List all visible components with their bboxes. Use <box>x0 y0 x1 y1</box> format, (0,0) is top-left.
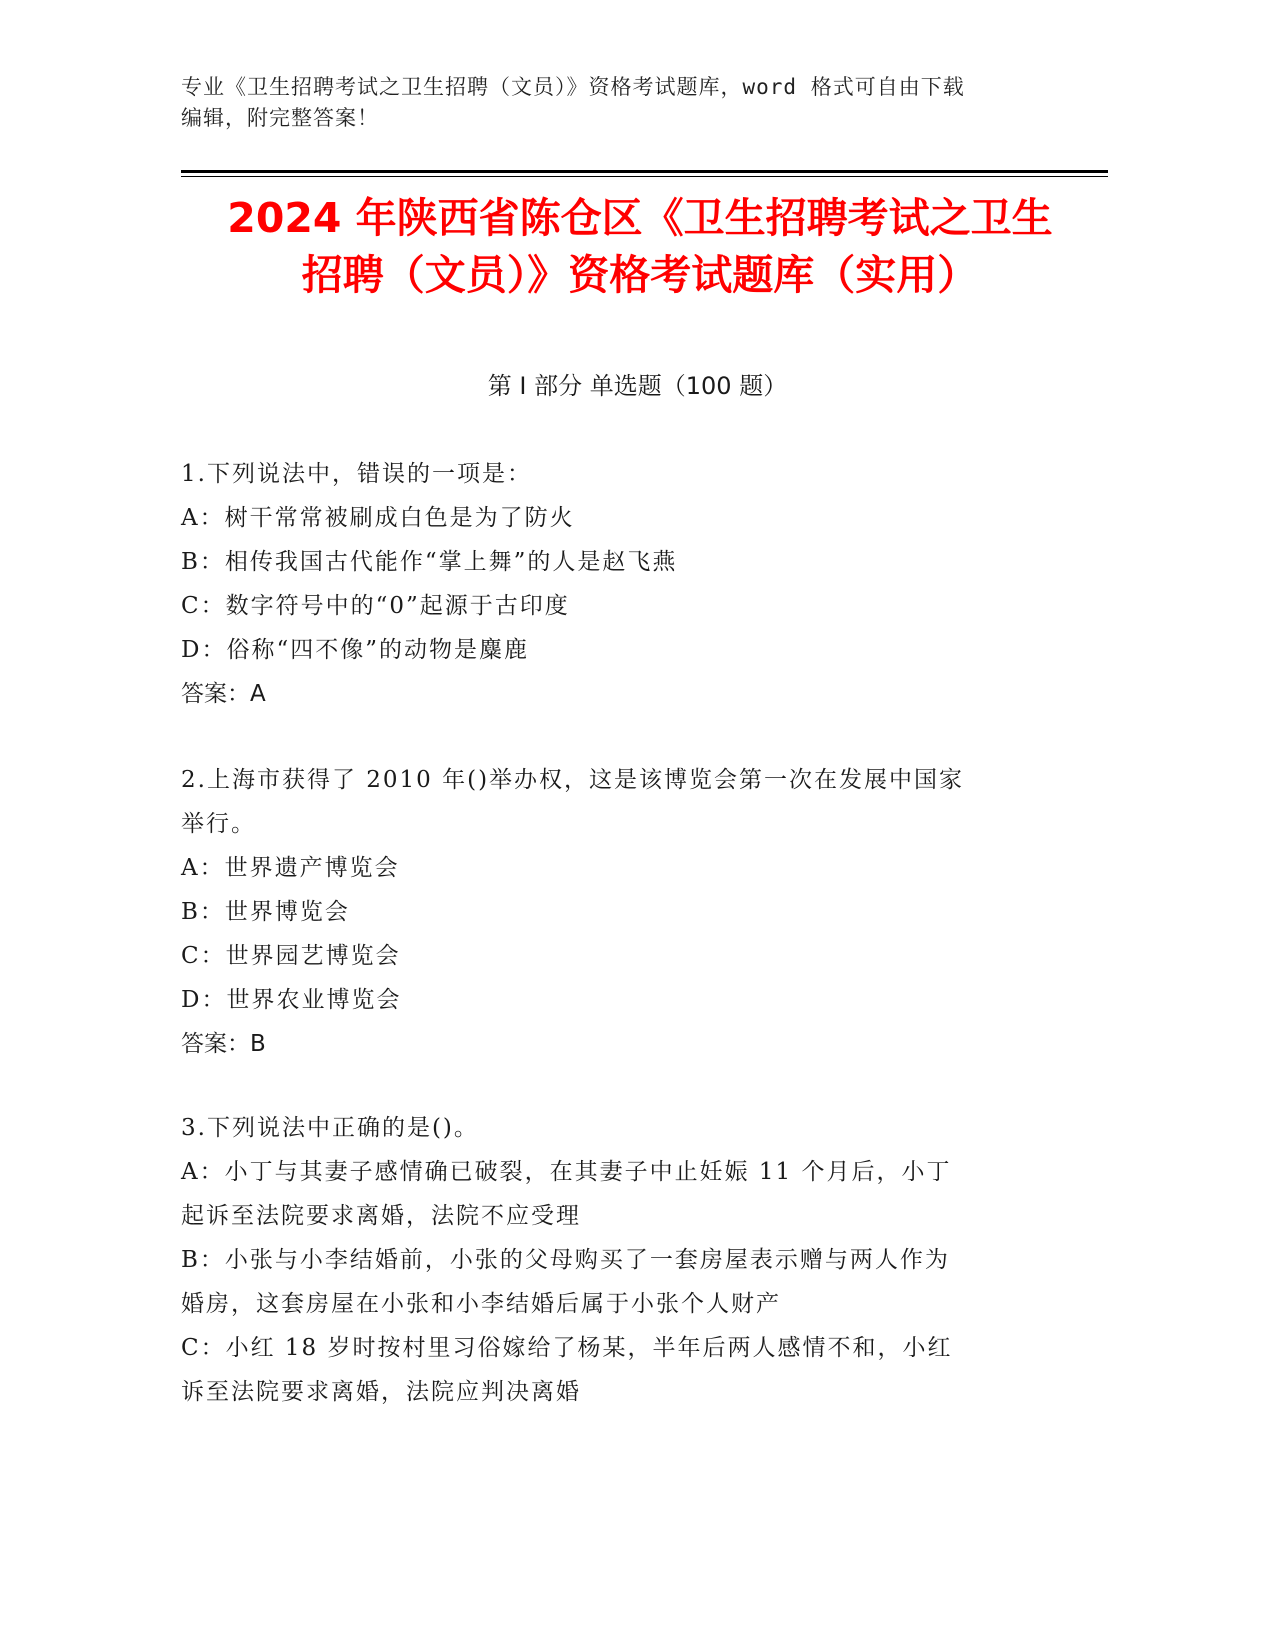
question-1 <box>181 452 1041 716</box>
option-a-line-1: A：小丁与其妻子感情确已破裂，在其妻子中止妊娠 11 个月后，小丁 <box>181 1159 952 1185</box>
document-title <box>150 190 1130 304</box>
option-b-line-2: 婚房，这套房屋在小张和小李结婚后属于小张个人财产 <box>181 1291 781 1317</box>
header-divider-thick <box>181 170 1108 173</box>
option-d: D：世界农业博览会 <box>181 987 402 1013</box>
question-2 <box>181 758 1041 1066</box>
question-stem-line-1: 2.上海市获得了 2010 年()举办权，这是该博览会第一次在发展中国家 <box>181 767 965 793</box>
option-a: A：世界遗产博览会 <box>181 855 400 881</box>
option-b: B：相传我国古代能作“掌上舞”的人是赵飞燕 <box>181 549 678 575</box>
document-header-note <box>181 72 1081 134</box>
header-note-line-2: 编辑，附完整答案！ <box>181 106 379 130</box>
option-b: B：世界博览会 <box>181 899 350 925</box>
header-note-line-1: 专业《卫生招聘考试之卫生招聘（文员）》资格考试题库，word 格式可自由下载 <box>181 75 965 99</box>
question-stem-line-2: 举行。 <box>181 811 256 837</box>
header-divider-thin <box>181 176 1108 177</box>
answer: 答案：B <box>181 1031 266 1057</box>
option-c-line-1: C：小红 18 岁时按村里习俗嫁给了杨某，半年后两人感情不和，小红 <box>181 1335 953 1361</box>
option-d: D：俗称“四不像”的动物是麋鹿 <box>181 637 529 663</box>
question-stem: 3.下列说法中正确的是()。 <box>181 1115 479 1141</box>
question-3 <box>181 1106 1041 1414</box>
option-c-line-2: 诉至法院要求离婚，法院应判决离婚 <box>181 1379 581 1405</box>
option-c: C：世界园艺博览会 <box>181 943 401 969</box>
option-a-line-2: 起诉至法院要求离婚，法院不应受理 <box>181 1203 581 1229</box>
question-stem: 1.下列说法中，错误的一项是： <box>181 461 532 487</box>
answer: 答案：A <box>181 681 266 707</box>
title-line-2: 招聘（文员）》资格考试题库（实用） <box>301 251 979 299</box>
section-title: 第 I 部分 单选题（100 题） <box>487 372 788 400</box>
option-c: C：数字符号中的“0”起源于古印度 <box>181 593 570 619</box>
title-line-1: 2024 年陕西省陈仓区《卫生招聘考试之卫生 <box>227 194 1053 242</box>
option-b-line-1: B：小张与小李结婚前，小张的父母购买了一套房屋表示赠与两人作为 <box>181 1247 950 1273</box>
option-a: A：树干常常被刷成白色是为了防火 <box>181 505 575 531</box>
